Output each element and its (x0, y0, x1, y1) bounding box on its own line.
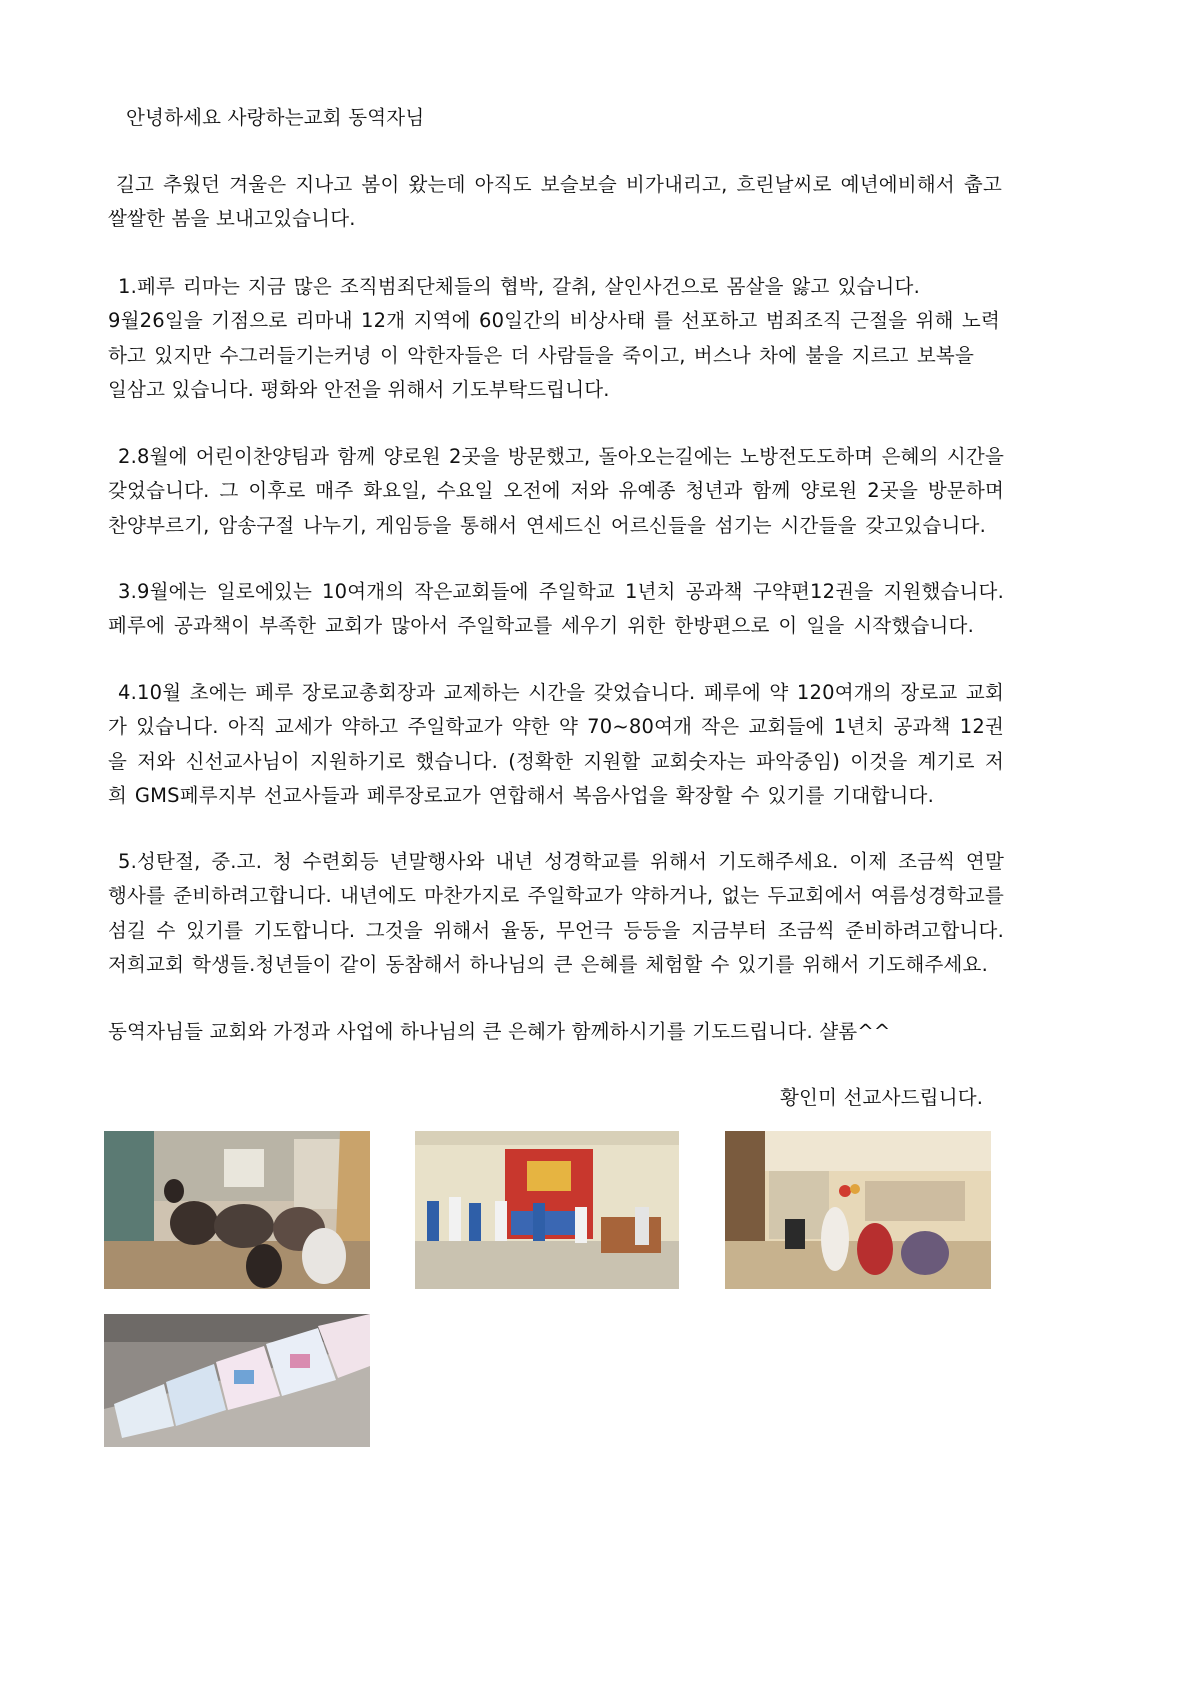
item1-line-1: 1.페루 리마는 지금 많은 조직범죄단체들의 협박, 갈취, 살인사건으로 몸살을 앓고 있습니다. (118, 275, 920, 298)
item5-line-1: 5.성탄절, 중.고. 청 수련회등 년말행사와 내년 성경학교를 위해서 기도해주세요. 이제 조금씩 연말 (118, 850, 1004, 873)
item4-line-1: 4.10월 초에는 페루 장로교총회장과 교제하는 시간을 갖었습니다. 페루에 약 120여개의 장로교 교회 (118, 681, 1004, 704)
closing: 동역자님들 교회와 가정과 사업에 하나님의 큰 은혜가 함께하시기를 기도드립니다. 샬롬^^ (108, 1020, 891, 1043)
item2-line-1: 2.8월에 어린이찬양팀과 함께 양로원 2곳을 방문했고, 돌아오는길에는 노방전도도하며 은혜의 시간을 (118, 445, 1004, 468)
item1-line-2: 9월26일을 기점으로 리마내 12개 지역에 60일간의 비상사태 를 선포하고 범죄조직 근절을 위해 노력 (108, 309, 1000, 332)
item4-line-3: 을 저와 신선교사님이 지원하기로 했습니다. (정확한 지원할 교회숫자는 파악중임) 이것을 계기로 저 (108, 750, 1004, 773)
item4-line-2: 가 있습니다. 아직 교세가 약하고 주일학교가 약한 약 70~80여개 작은 교회들에 1년치 공과책 12권 (108, 715, 1004, 738)
item1-line-4: 일삼고 있습니다. 평화와 안전을 위해서 기도부탁드립니다. (108, 378, 610, 401)
photo-children-choir (415, 1131, 679, 1289)
item4-line-4: 희 GMS페루지부 선교사들과 페루장로교가 연합해서 복음사업을 확장할 수 있기를 기대합니다. (108, 784, 934, 807)
intro-line-2: 쌀쌀한 봄을 보내고있습니다. (108, 207, 356, 230)
signature: 황인미 선교사드립니다. (780, 1086, 984, 1109)
intro-line-1: 길고 추웠던 겨울은 지나고 봄이 왔는데 아직도 보슬보슬 비가내리고, 흐린날씨로 예년에비해서 춥고 (116, 173, 1002, 196)
item2-line-2: 갖었습니다. 그 이후로 매주 화요일, 수요일 오전에 저와 유예종 청년과 함께 양로원 2곳을 방문하며 (108, 479, 1004, 502)
greeting: 안녕하세요 사랑하는교회 동역자님 (126, 106, 425, 129)
photo-textbooks (104, 1314, 370, 1447)
item2-line-3: 찬양부르기, 암송구절 나누기, 게임등을 통해서 연세드신 어르신들을 섬기는 시간들을 갖고있습니다. (108, 514, 986, 537)
item1-line-3: 하고 있지만 수그러들기는커녕 이 악한자들은 더 사람들을 죽이고, 버스나 차에 불을 지르고 보복을 (108, 344, 974, 367)
item5-line-4: 저희교회 학생들.청년들이 같이 동참해서 하나님의 큰 은혜를 체험할 수 있기를 위해서 기도해주세요. (108, 953, 988, 976)
item3-line-2: 페루에 공과책이 부족한 교회가 많아서 주일학교를 세우기 위한 한방편으로 이 일을 시작했습니다. (108, 614, 974, 637)
item5-line-3: 섬길 수 있기를 기도합니다. 그것을 위해서 율동, 무언극 등등을 지금부터 조금씩 준비하려고합니다. (108, 919, 1004, 942)
item3-line-1: 3.9월에는 일로에있는 10여개의 작은교회들에 주일학교 1년치 공과책 구약편12권을 지원했습니다. (118, 580, 1004, 603)
photo-nursing-home-visit (104, 1131, 370, 1289)
photo-fellowship-hall (725, 1131, 991, 1289)
item5-line-2: 행사를 준비하려고합니다. 내년에도 마찬가지로 주일학교가 약하거나, 없는 두교회에서 여름성경학교를 (108, 884, 1004, 907)
